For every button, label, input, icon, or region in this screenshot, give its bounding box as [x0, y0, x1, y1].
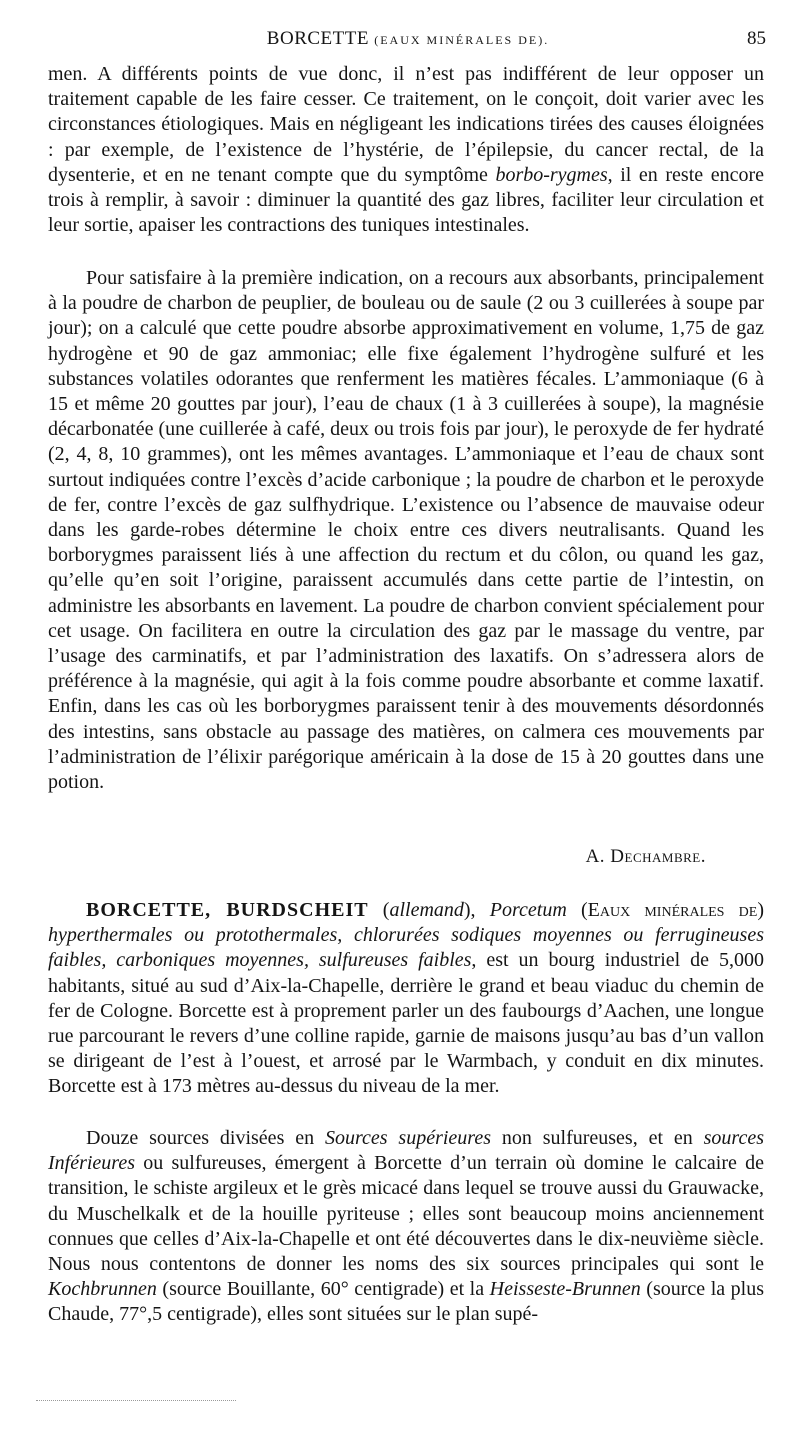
entry-latin-name: Porcetum: [489, 899, 567, 921]
entry-language: allemand: [389, 899, 464, 921]
paragraph-continuation: [48, 62, 764, 238]
paragraph-text: non sulfureuses, et en: [491, 1127, 704, 1149]
page-number: 85: [747, 28, 766, 49]
author-signature: A. Dechambre.: [585, 846, 706, 867]
paragraph-text: , il en reste encore trois à remplir, à savoir : diminuer la quantité des gaz libres, faciliter leur circulation et leur sortie, apaiser les contractions des tuniques intestinales.: [48, 163, 764, 237]
running-title-sub: (EAUX MINÉRALES DE).: [374, 33, 550, 47]
paragraph-text: ou sulfureuses, émergent à Borcette d’un terrain où domine le calcaire de transition, le schiste argileux et le grès micacé dans lequel se trouve aussi du Grauwacke, du Muschelkalk et de la houille pyriteuse ; elles sont beaucoup moins anciennement connues que celles d’Aix-la-Chapelle et ont été découvertes dans le dix-neuvième siècle. Nous nous contentons de donner les noms des six sources principales qui sont le: [48, 1152, 764, 1276]
italic-term: Kochbrunnen: [48, 1278, 157, 1301]
entry-label: Eaux minérales de: [587, 899, 758, 921]
paragraph-text: (source la plus Chaude, 77°,5 centigrade), elles sont situées sur le plan supé-: [48, 1278, 765, 1326]
italic-term: borbo-rygmes: [495, 163, 608, 186]
italic-term: Sources supérieures: [324, 1127, 491, 1149]
italic-term: Heisseste-Brunnen: [489, 1278, 641, 1301]
paragraph-text: (source Bouillante, 60° centigrade) et la: [156, 1278, 490, 1301]
paragraph-sources: [48, 1126, 764, 1328]
paragraph-text: Douze sources divisées en: [86, 1127, 325, 1149]
paragraph-text: Pour satisfaire à la première indication, on a recours aux absorbants, principalement à la poudre de charbon de peuplier, de bouleau ou de saule (2 ou 3 cuillerées à soupe par jour); on a calculé que cette poudre absorbe approximativement en volume, 1,75 de gaz hydrogène et 90 de gaz ammoniac; elle fixe également l’hydrogène sulfuré et les substances volatiles odorantes que renferment les matières fécales. L’ammoniaque (6 à 15 et même 20 gouttes par jour), l’eau de chaux (1 à 3 cuillerées à soupe), la magnésie décarbonatée (une cuillerée à café, deux ou trois fois par jour), le peroxyde de fer hydraté (2, 4, 8, 10 grammes), ont les mêmes avantages. L’ammoniaque et l’eau de chaux sont surtout indiquées contre l’excès d’acide carbonique ; la poudre de charbon et le peroxyde de fer, contre l’excès de gaz sulfhydrique. L’existence ou l’absence de mauvaise odeur dans les garde-robes détermine le choix entre ces divers neutralisants. Quand les borborygmes paraissent liés à une affection du rectum et du côlon, ou quand les gaz, qu’elle qu’en soit l’origine, paraissent accumulés dans cette partie de l’intestin, on administre les absorbants en lavement. La poudre de charbon convient spécialement pour cet usage. On facilitera en outre la circulation des gaz par le massage du ventre, par l’usage des carminatifs, et par l’administration des laxatifs. On s’adressera alors de préférence à la magnésie, qui agit à la fois comme poudre absorbante et comme laxatif. Enfin, dans les cas où les borborygmes paraissent tenir à des mouvements désordonnés des intestins, sans obstacle au passage des matières, on calmera ces mouvements par l’administration de l’élixir parégorique américain à la dose de 15 à 20 gouttes dans une potion.: [48, 267, 764, 794]
running-header: [48, 28, 768, 58]
italic-term: sources Inférieures: [48, 1127, 765, 1175]
entry-headword: BORCETTE, BURDSCHEIT: [86, 899, 369, 921]
paragraph-text: , est un bourg industriel de 5,000 habitants, situé au sud d’Aix-la-Chapelle, derrière le grand et beau viaduc du chemin de fer de Cologne. Borcette est à proprement parler un des faubourgs d’Aachen, une longue rue parcourant le revers d’une colline rapide, garnie de maisons jusqu’au bas d’un vallon se dirigeant de l’est à l’ouest, et arrosé par le Warmbach, y conduit en dix minutes. Borcette est à 173 mètres au-dessus du niveau de la mer.: [48, 949, 764, 1098]
running-title: [48, 28, 768, 50]
paragraph-treatment: [48, 266, 764, 795]
dictionary-entry: BORCETTE, BURDSCHEIT (allemand), Porcetum (Eaux minérales de) hyperthermales ou protothermales, chlorurées sodiques moyennes ou ferrugineuses faibles, carboniques moyennes, sulfureuses faibles, est un bourg industriel de 5,000 habitants, situé au sud d’Aix-la-Chapelle, derrière le grand et beau viaduc du chemin de fer de Cologne. Borcette est à proprement parler un des faubourgs d’Aachen, une longue rue parcourant le revers d’une colline rapide, garnie de maisons jusqu’au bas d’un vallon se dirigeant de l’est à l’ouest, et arrosé par le Warmbach, y conduit en dix minutes. Borcette est à 173 mètres au-dessus du niveau de la mer.: [48, 899, 764, 1098]
paragraph-text: men. A différents points de vue donc, il n’est pas indifférent de leur opposer un traitement capable de les faire cesser. Ce traitement, on le conçoit, doit varier avec les circonstances étiologiques. Mais en négligeant les indications tirées des causes éloignées : par exemple, de l’existence de l’hystérie, de l’épilepsie, du cancer rectal, de la dysenterie, et en ne tenant compte que du symptôme: [48, 63, 764, 186]
scan-artifact: [36, 1400, 236, 1405]
entry-classification: hyperthermales ou protothermales, chlorurées sodiques moyennes ou ferrugineuses faibles, carboniques moyennes, sulfureuses faibles: [48, 924, 764, 972]
running-title-main: BORCETTE: [266, 28, 369, 49]
